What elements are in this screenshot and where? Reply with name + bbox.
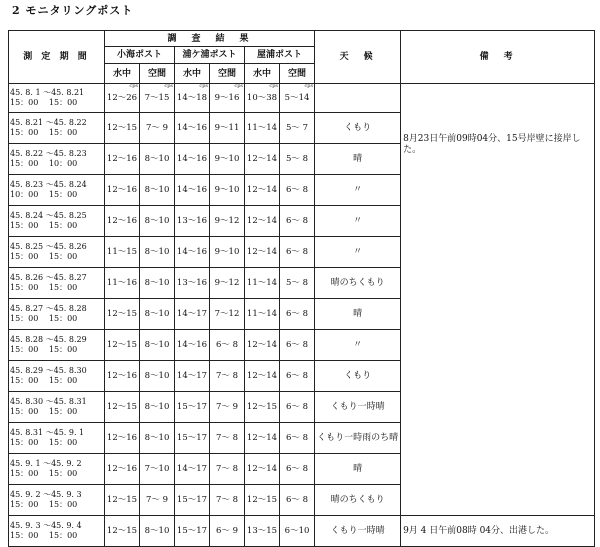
- value-cell: [175, 206, 210, 237]
- period-times: 15：00 15：00: [10, 283, 78, 292]
- value-cell: [245, 268, 280, 299]
- value-cell: [175, 84, 210, 113]
- value-text: 8～10: [144, 247, 170, 257]
- value-text: 12～15: [106, 123, 138, 133]
- value-cell: [175, 423, 210, 454]
- value-text: 12～16: [106, 464, 138, 474]
- value-text: 13～15: [246, 526, 278, 536]
- value-cell: [175, 175, 210, 206]
- value-cell: [280, 237, 315, 268]
- value-cell: [140, 516, 175, 547]
- header-sub-water-3: 水中: [245, 64, 280, 84]
- table-row: [9, 84, 595, 113]
- value-text: 11～14: [246, 278, 278, 288]
- header-sub-air-2: 空間: [210, 64, 245, 84]
- value-cell: [140, 299, 175, 330]
- value-text: 6～ 8: [286, 309, 309, 319]
- period-range: 45. 8.27 ～45. 8.28: [10, 304, 87, 313]
- value-cell: [105, 84, 140, 113]
- remark-cell-last: [401, 516, 595, 547]
- value-text: 6～ 9: [215, 526, 239, 536]
- value-cell: [140, 330, 175, 361]
- value-cell: [175, 516, 210, 547]
- period-cell: [9, 454, 105, 485]
- value-text: 6～ 8: [286, 216, 309, 226]
- value-text: 15～17: [176, 402, 208, 412]
- value-text: 5～ 7: [286, 123, 309, 133]
- value-text: 8～10: [144, 371, 170, 381]
- value-cell: [280, 299, 315, 330]
- period-range: 45. 8.22 ～45. 8.23: [10, 149, 87, 158]
- period-cell: [9, 237, 105, 268]
- period-times: 15：00 15：00: [10, 407, 78, 416]
- value-text: 8～10: [144, 185, 170, 195]
- value-cell: [210, 361, 245, 392]
- value-cell: [140, 206, 175, 237]
- weather-cell: くもり: [315, 361, 401, 392]
- period-range: 45. 8.24 ～45. 8.25: [10, 211, 87, 220]
- value-cell: [245, 454, 280, 485]
- table-row: [9, 516, 595, 547]
- period-times: 15：00 10：00: [10, 159, 78, 168]
- value-cell: [210, 175, 245, 206]
- value-text: 7～ 8: [215, 495, 239, 505]
- value-text: 8～10: [144, 402, 170, 412]
- value-cell: [245, 84, 280, 113]
- value-cell: [175, 361, 210, 392]
- value-text: 6～ 8: [286, 402, 309, 412]
- value-text: 5～ 8: [286, 278, 309, 288]
- value-text: 8～10: [144, 154, 170, 164]
- period-cell: [9, 423, 105, 454]
- period-times: 15：00 15：00: [10, 314, 78, 323]
- value-text: 15～17: [176, 495, 208, 505]
- value-cell: [280, 454, 315, 485]
- value-cell: [140, 423, 175, 454]
- header-remarks: 備 考: [401, 31, 595, 84]
- value-cell: [245, 144, 280, 175]
- value-cell: [245, 237, 280, 268]
- value-text: 14～17: [176, 464, 208, 474]
- value-cell: [210, 206, 245, 237]
- value-text: 5～14: [284, 93, 310, 103]
- remark-cell: [401, 84, 595, 516]
- weather-cell: 〃: [315, 237, 401, 268]
- weather-cell: 晴: [315, 144, 401, 175]
- value-cell: [140, 485, 175, 516]
- unit-label: cps: [304, 83, 314, 89]
- value-cell: [105, 485, 140, 516]
- period-range: 45. 8.26 ～45. 8.27: [10, 273, 87, 282]
- period-cell: [9, 268, 105, 299]
- value-cell: [140, 454, 175, 485]
- period-times: 15：00 15：00: [10, 469, 78, 478]
- value-cell: [140, 84, 175, 113]
- value-cell: [175, 268, 210, 299]
- value-text: 6～ 8: [286, 433, 309, 443]
- header-period: 測 定 期 間: [9, 31, 105, 84]
- value-text: 7～15: [144, 93, 170, 103]
- value-cell: [210, 330, 245, 361]
- value-cell: [175, 454, 210, 485]
- value-text: 11～15: [106, 247, 138, 257]
- value-cell: [105, 392, 140, 423]
- value-text: 9～16: [214, 93, 240, 103]
- value-cell: [210, 84, 245, 113]
- value-text: 12～15: [246, 495, 278, 505]
- value-cell: [280, 113, 315, 144]
- value-text: 14～17: [176, 371, 208, 381]
- value-text: 6～ 8: [286, 464, 309, 474]
- value-text: 15～17: [176, 433, 208, 443]
- value-text: 15～17: [176, 526, 208, 536]
- value-text: 14～16: [176, 154, 208, 164]
- value-cell: [245, 206, 280, 237]
- weather-cell: 〃: [315, 175, 401, 206]
- period-range: 45. 8.23 ～45. 8.24: [10, 180, 87, 189]
- value-cell: [105, 113, 140, 144]
- value-cell: [210, 113, 245, 144]
- period-range: 45. 8.30 ～45. 8.31: [10, 397, 87, 406]
- value-cell: [245, 423, 280, 454]
- value-cell: [175, 237, 210, 268]
- value-text: 6～ 8: [286, 495, 309, 505]
- value-cell: [140, 237, 175, 268]
- value-text: 8～10: [144, 526, 170, 536]
- value-cell: [280, 361, 315, 392]
- value-text: 8～10: [144, 309, 170, 319]
- value-text: 12～16: [106, 371, 138, 381]
- value-cell: [105, 206, 140, 237]
- value-text: 12～15: [246, 402, 278, 412]
- header-sub-air-3: 空間: [280, 64, 315, 84]
- value-text: 6～ 8: [286, 185, 309, 195]
- value-text: 12～14: [246, 247, 278, 257]
- weather-cell: 晴: [315, 454, 401, 485]
- value-text: 7～12: [214, 309, 240, 319]
- value-text: 13～16: [176, 216, 208, 226]
- value-cell: [245, 299, 280, 330]
- value-cell: [280, 423, 315, 454]
- period-cell: [9, 485, 105, 516]
- value-cell: [210, 237, 245, 268]
- value-cell: [105, 144, 140, 175]
- value-cell: [280, 206, 315, 237]
- header-results: 調 査 結 果: [105, 31, 315, 47]
- value-text: 12～15: [106, 309, 138, 319]
- value-cell: [140, 361, 175, 392]
- period-cell: [9, 206, 105, 237]
- period-range: 45. 8.25 ～45. 8.26: [10, 242, 87, 251]
- value-text: 7～ 9: [145, 123, 169, 133]
- value-cell: [280, 84, 315, 113]
- header-weather: 天 候: [315, 31, 401, 84]
- period-times: 15：00 15：00: [10, 98, 78, 107]
- remark-berth: 8月23日午前09時04分、15号岸壁に接岸した。: [403, 134, 581, 155]
- weather-cell: くもり一時雨のち晴: [315, 423, 401, 454]
- value-cell: [175, 299, 210, 330]
- value-text: 6～ 8: [286, 340, 309, 350]
- value-text: 12～14: [246, 154, 278, 164]
- monitoring-table: [8, 30, 595, 547]
- value-text: 8～10: [144, 216, 170, 226]
- header-post-koumi: 小海ポスト: [105, 47, 175, 64]
- value-cell: [175, 113, 210, 144]
- value-text: 14～17: [176, 309, 208, 319]
- value-text: 12～15: [106, 340, 138, 350]
- value-text: 9～10: [214, 154, 240, 164]
- value-text: 9～11: [214, 123, 240, 133]
- value-cell: [105, 175, 140, 206]
- value-text: 6～ 8: [286, 247, 309, 257]
- value-cell: [245, 485, 280, 516]
- weather-cell: 晴のちくもり: [315, 485, 401, 516]
- value-text: 9～10: [214, 247, 240, 257]
- period-cell: [9, 175, 105, 206]
- value-text: 14～16: [176, 185, 208, 195]
- remark-departure: 9月 4 日午前08時 04分、出港した。: [403, 525, 555, 536]
- period-range: 45. 8. 1 ～45. 8.21: [10, 88, 85, 97]
- weather-cell: 〃: [315, 206, 401, 237]
- value-text: 6～ 8: [286, 371, 309, 381]
- value-text: 11～14: [246, 123, 278, 133]
- value-cell: [105, 299, 140, 330]
- value-cell: [210, 454, 245, 485]
- value-cell: [140, 144, 175, 175]
- value-text: 12～14: [246, 185, 278, 195]
- period-times: 15：00 15：00: [10, 221, 78, 230]
- period-range: 45. 8.29 ～45. 8.30: [10, 366, 87, 375]
- value-cell: [245, 113, 280, 144]
- period-cell: [9, 516, 105, 547]
- value-cell: [210, 299, 245, 330]
- value-text: 7～10: [144, 464, 170, 474]
- value-text: 13～16: [176, 278, 208, 288]
- value-cell: [210, 516, 245, 547]
- value-text: 5～ 8: [286, 154, 309, 164]
- unit-label: cps: [199, 83, 208, 89]
- value-text: 12～14: [246, 371, 278, 381]
- value-text: 12～14: [246, 340, 278, 350]
- value-text: 14～16: [176, 340, 208, 350]
- value-text: 11～16: [106, 278, 138, 288]
- period-range: 45. 9. 1 ～45. 9. 2: [10, 459, 82, 468]
- value-cell: [210, 144, 245, 175]
- value-text: 7～ 8: [215, 464, 239, 474]
- period-times: 15：00 15：00: [10, 376, 78, 385]
- value-text: 9～12: [214, 216, 240, 226]
- weather-cell: 〃: [315, 330, 401, 361]
- value-cell: [280, 516, 315, 547]
- value-cell: [105, 268, 140, 299]
- value-text: 12～14: [246, 464, 278, 474]
- value-text: 12～16: [106, 185, 138, 195]
- value-cell: [210, 423, 245, 454]
- value-cell: [280, 175, 315, 206]
- period-cell: [9, 361, 105, 392]
- unit-label: cps: [269, 83, 278, 89]
- weather-cell: 晴のちくもり: [315, 268, 401, 299]
- period-range: 45. 8.21 ～45. 8.22: [10, 118, 87, 127]
- value-cell: [105, 423, 140, 454]
- value-cell: [140, 392, 175, 423]
- period-times: 15：00 15：00: [10, 531, 78, 540]
- value-cell: [280, 392, 315, 423]
- value-cell: [280, 268, 315, 299]
- value-cell: [280, 144, 315, 175]
- period-range: 45. 8.31 ～45. 9. 1: [10, 428, 85, 437]
- period-cell: [9, 144, 105, 175]
- unit-label: cps: [164, 83, 173, 89]
- value-text: 7～ 8: [215, 371, 239, 381]
- value-cell: [175, 392, 210, 423]
- value-text: 12～16: [106, 216, 138, 226]
- period-times: 15：00 15：00: [10, 438, 78, 447]
- unit-label: cps: [234, 83, 243, 89]
- value-cell: [245, 361, 280, 392]
- value-text: 12～15: [106, 495, 138, 505]
- value-cell: [280, 330, 315, 361]
- weather-cell: くもり一時晴: [315, 516, 401, 547]
- header-post-yaura: 屋浦ポスト: [245, 47, 315, 64]
- period-cell: [9, 392, 105, 423]
- value-text: 12～15: [106, 402, 138, 412]
- period-range: 45. 9. 3 ～45. 9. 4: [10, 521, 82, 530]
- header-sub-air-1: 空間: [140, 64, 175, 84]
- value-cell: [105, 361, 140, 392]
- weather-cell: 晴: [315, 299, 401, 330]
- value-cell: [105, 516, 140, 547]
- header-sub-water-1: 水中: [105, 64, 140, 84]
- period-cell: [9, 113, 105, 144]
- value-cell: [175, 144, 210, 175]
- section-heading: 2 モニタリングポスト: [12, 4, 134, 17]
- value-cell: [245, 175, 280, 206]
- header-post-uragaura: 浦ケ浦ポスト: [175, 47, 245, 64]
- value-cell: [105, 237, 140, 268]
- value-text: 12～26: [106, 93, 138, 103]
- period-times: 15：00 15：00: [10, 500, 78, 509]
- value-cell: [175, 485, 210, 516]
- weather-cell: くもり一時晴: [315, 392, 401, 423]
- value-text: 6～10: [284, 526, 310, 536]
- value-text: 8～10: [144, 278, 170, 288]
- value-cell: [210, 485, 245, 516]
- period-times: 15：00 15：00: [10, 252, 78, 261]
- value-text: 12～16: [106, 154, 138, 164]
- value-text: 7～ 9: [215, 402, 239, 412]
- value-text: 7～ 8: [215, 433, 239, 443]
- weather-cell: [315, 84, 401, 113]
- period-cell: [9, 330, 105, 361]
- value-cell: [245, 392, 280, 423]
- value-cell: [105, 330, 140, 361]
- unit-label: cps: [129, 83, 138, 89]
- value-text: 9～12: [214, 278, 240, 288]
- header-sub-water-2: 水中: [175, 64, 210, 84]
- value-cell: [210, 268, 245, 299]
- value-cell: [140, 175, 175, 206]
- period-cell: [9, 84, 105, 113]
- value-text: 9～10: [214, 185, 240, 195]
- value-cell: [105, 454, 140, 485]
- value-text: 12～14: [246, 216, 278, 226]
- value-text: 6～ 8: [215, 340, 239, 350]
- value-text: 8～10: [144, 433, 170, 443]
- value-text: 11～14: [246, 309, 278, 319]
- period-times: 15：00 15：00: [10, 345, 78, 354]
- period-cell: [9, 299, 105, 330]
- value-text: 10～38: [246, 93, 278, 103]
- value-cell: [175, 330, 210, 361]
- value-text: 14～16: [176, 247, 208, 257]
- value-text: 7～ 9: [145, 495, 169, 505]
- period-range: 45. 8.28 ～45. 8.29: [10, 335, 87, 344]
- value-cell: [245, 516, 280, 547]
- value-text: 14～16: [176, 123, 208, 133]
- period-range: 45. 9. 2 ～45. 9. 3: [10, 490, 82, 499]
- value-cell: [210, 392, 245, 423]
- value-text: 8～10: [144, 340, 170, 350]
- value-text: 14～18: [176, 93, 208, 103]
- value-cell: [245, 330, 280, 361]
- value-text: 12～16: [106, 433, 138, 443]
- value-text: 12～14: [246, 433, 278, 443]
- value-cell: [140, 268, 175, 299]
- weather-cell: くもり: [315, 113, 401, 144]
- value-cell: [140, 113, 175, 144]
- value-cell: [280, 485, 315, 516]
- value-text: 12～15: [106, 526, 138, 536]
- period-times: 10：00 15：00: [10, 190, 78, 199]
- period-times: 15：00 15：00: [10, 128, 78, 137]
